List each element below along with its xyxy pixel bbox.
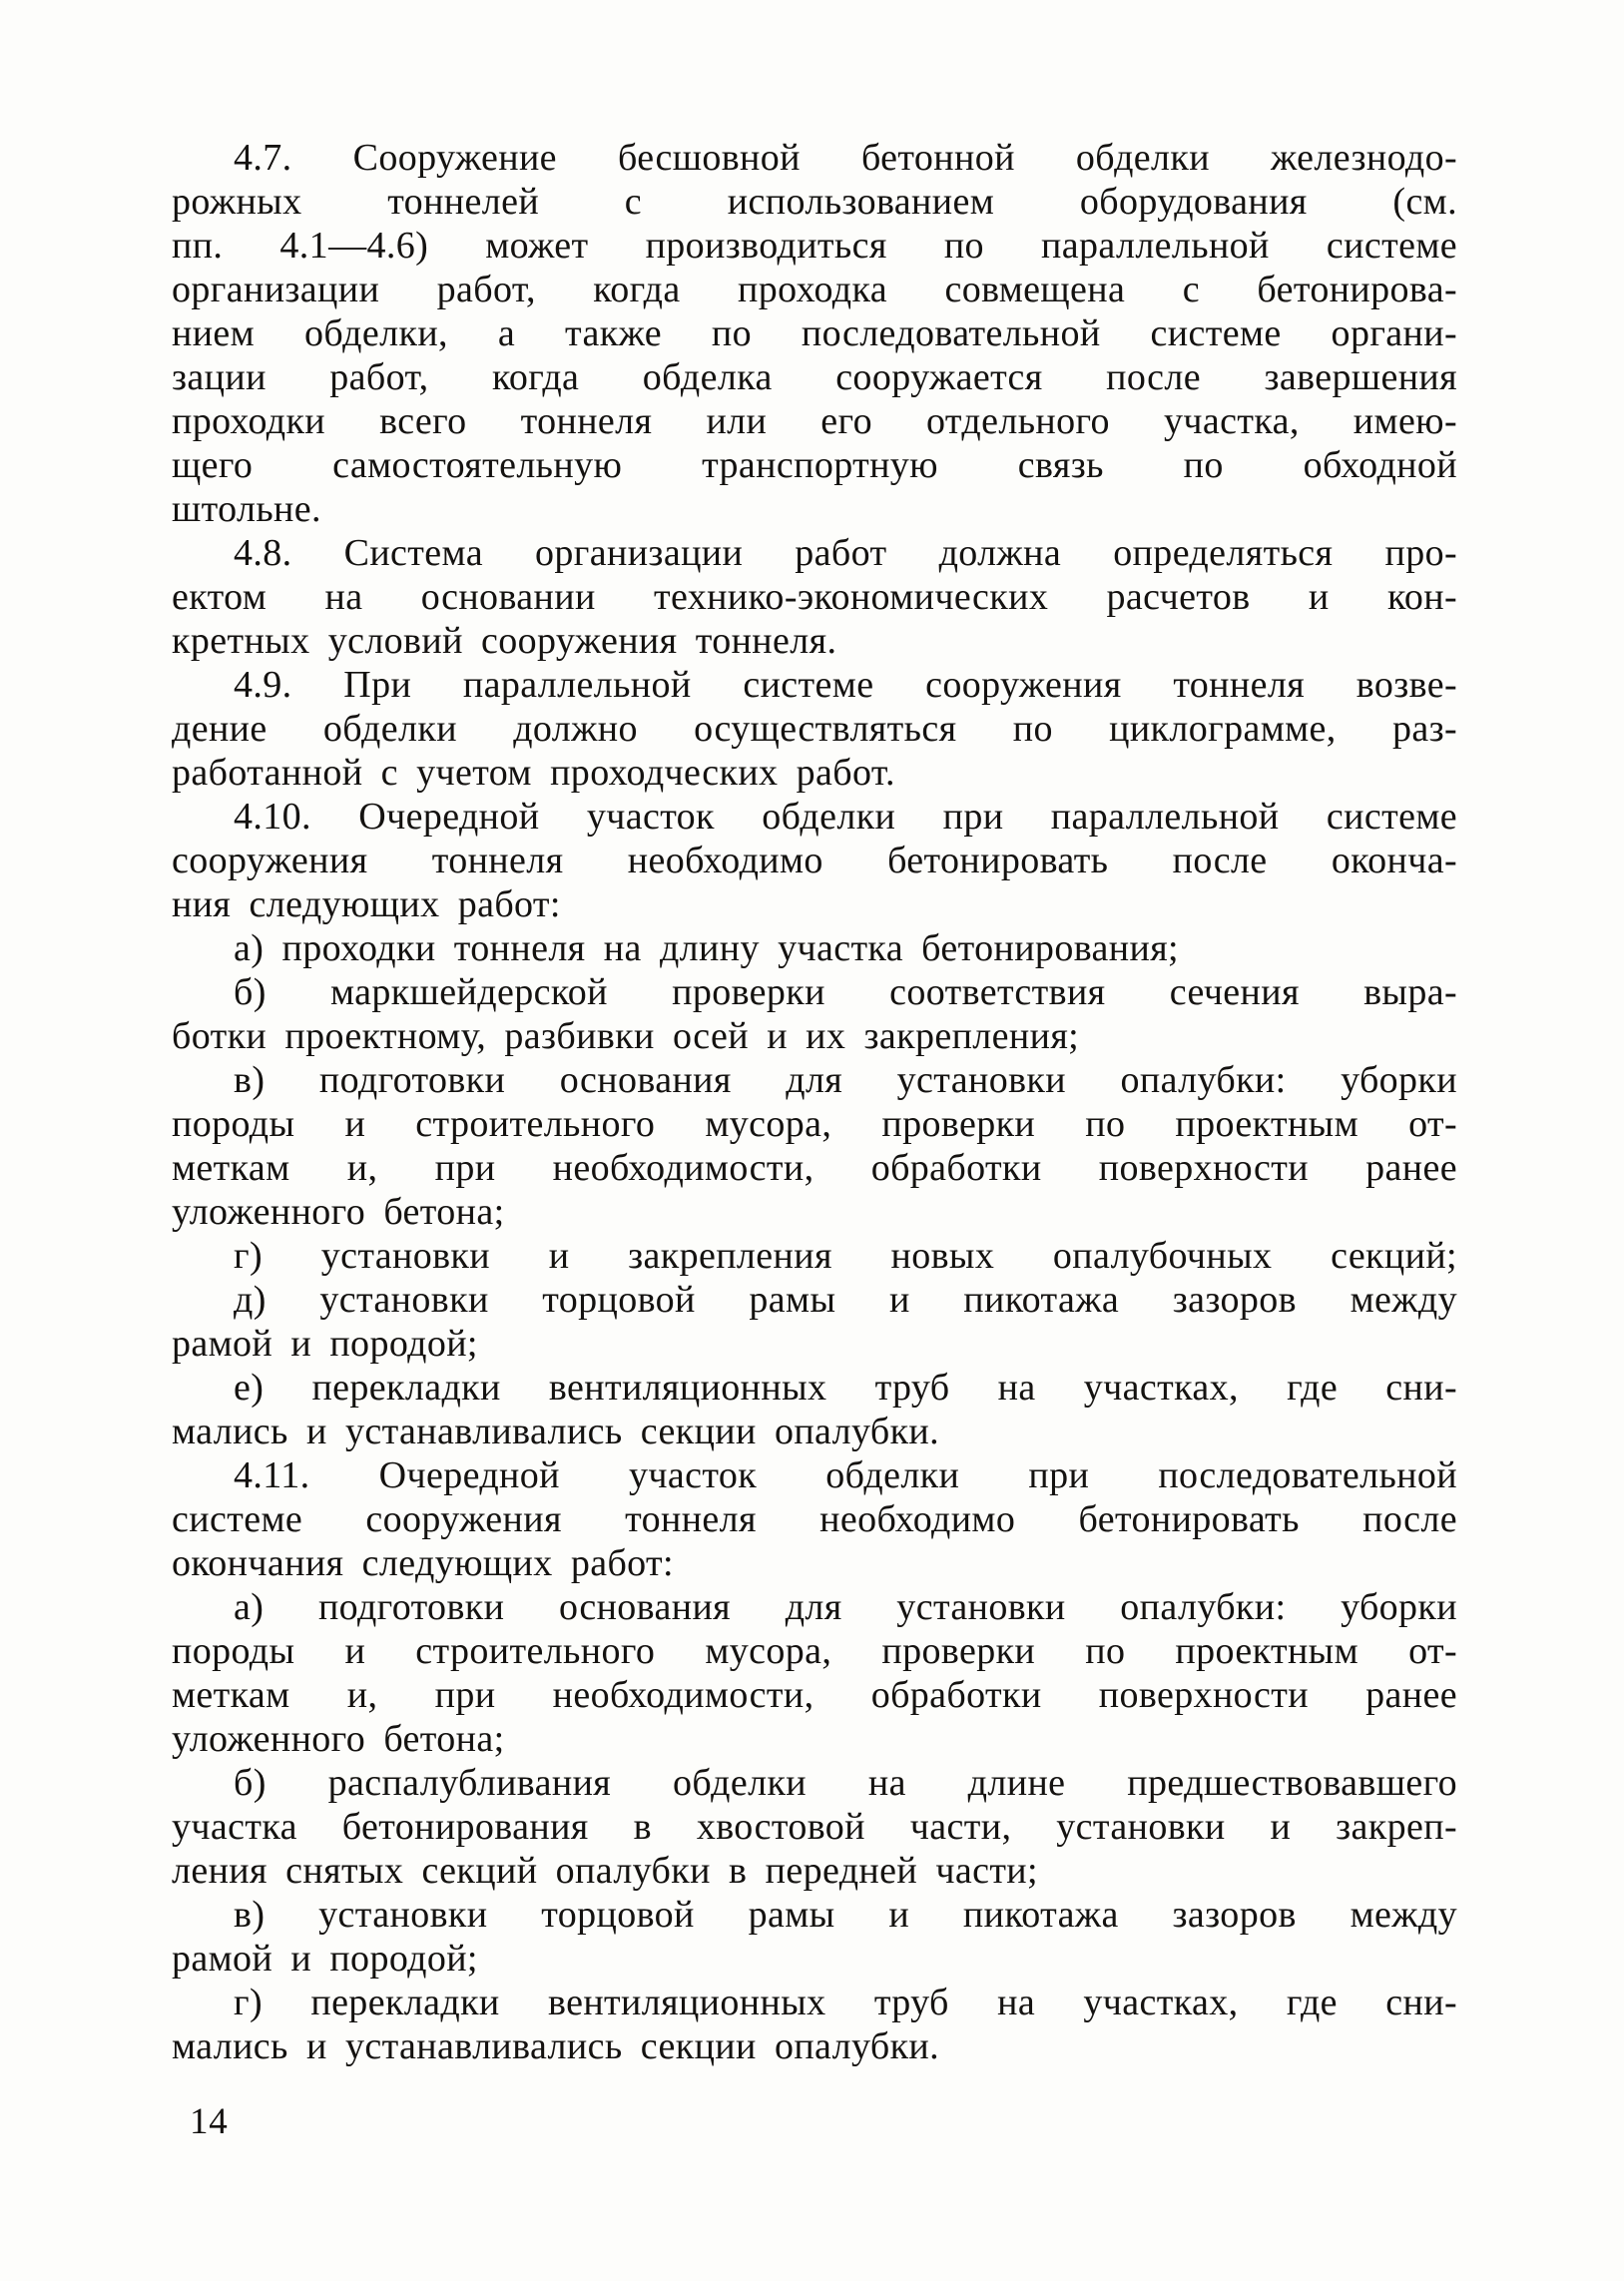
text-line: участка бетонирования в хвостовой части, установки и закреп- (172, 1806, 1457, 1848)
paragraph-item-4-10-d (172, 1278, 1457, 1366)
text-line: мались и устанавливались секции опалубки. (172, 1411, 940, 1452)
text-block (172, 136, 1457, 2068)
text-line: е) перекладки вентиляционных труб на участках, где сни- (234, 1367, 1457, 1409)
text-line: 4.8. Система организации работ должна определяться про- (234, 532, 1457, 574)
paragraph-clause-4-10 (172, 795, 1457, 926)
paragraph-item-4-10-v (172, 1058, 1457, 1234)
text-line: уложенного бетона; (172, 1718, 505, 1760)
text-line: меткам и, при необходимости, обработки поверхности ранее (172, 1674, 1457, 1716)
text-line: а) подготовки основания для установки опалубки: уборки (234, 1586, 1457, 1628)
text-line: д) установки торцовой рамы и пикотажа зазоров между (234, 1279, 1457, 1321)
paragraph-item-4-11-a (172, 1585, 1457, 1761)
paragraph-item-4-11-b (172, 1761, 1457, 1893)
text-line: меткам и, при необходимости, обработки поверхности ранее (172, 1147, 1457, 1189)
text-line: проходки всего тоннеля или его отдельного участка, имею- (172, 400, 1457, 442)
paragraph-item-4-10-a (172, 926, 1457, 970)
text-line: 4.11. Очередной участок обделки при последовательной (234, 1454, 1457, 1496)
text-line: а) проходки тоннеля на длину участка бетонирования; (234, 927, 1179, 969)
text-line: б) распалубливания обделки на длине предшествовавшего (234, 1762, 1457, 1804)
text-line: пп. 4.1—4.6) может производиться по параллельной системе (172, 225, 1457, 267)
text-line: породы и строительного мусора, проверки по проектным от- (172, 1103, 1457, 1145)
text-line: щего самостоятельную транспортную связь по обходной (172, 444, 1457, 486)
text-line: сооружения тоннеля необходимо бетонировать после оконча- (172, 840, 1457, 881)
page-number: 14 (190, 2101, 229, 2142)
text-line: 4.7. Сооружение бесшовной бетонной обделки железнодо- (234, 137, 1457, 179)
text-line: рамой и породой; (172, 1323, 478, 1365)
text-line: нием обделки, а также по последовательной системе органи- (172, 312, 1457, 354)
paragraph-clause-4-7 (172, 136, 1457, 531)
text-line: рамой и породой; (172, 1938, 478, 1980)
paragraph-item-4-10-e (172, 1366, 1457, 1453)
text-line: ления снятых секций опалубки в передней части; (172, 1850, 1038, 1892)
text-line: 4.10. Очередной участок обделки при параллельной системе (234, 796, 1457, 838)
paragraph-clause-4-8 (172, 531, 1457, 663)
text-line: 4.9. При параллельной системе сооружения тоннеля возве- (234, 664, 1457, 706)
text-line: кретных условий сооружения тоннеля. (172, 620, 837, 662)
text-line: дение обделки должно осуществляться по циклограмме, раз- (172, 708, 1457, 750)
text-line: ектом на основании технико-экономических расчетов и кон- (172, 576, 1457, 618)
text-line: породы и строительного мусора, проверки по проектным от- (172, 1630, 1457, 1672)
text-line: уложенного бетона; (172, 1191, 505, 1233)
text-line: организации работ, когда проходка совмещена с бетонирова- (172, 269, 1457, 310)
paragraph-clause-4-11 (172, 1453, 1457, 1585)
text-line: окончания следующих работ: (172, 1542, 674, 1584)
text-line: в) установки торцовой рамы и пикотажа зазоров между (234, 1894, 1457, 1936)
text-line: зации работ, когда обделка сооружается после завершения (172, 356, 1457, 398)
text-line: рожных тоннелей с использованием оборудования (см. (172, 181, 1457, 223)
text-line: г) установки и закрепления новых опалубочных секций; (234, 1235, 1457, 1277)
text-line: ния следующих работ: (172, 883, 561, 925)
text-line: мались и устанавливались секции опалубки. (172, 2025, 940, 2067)
paragraph-item-4-10-g (172, 1234, 1457, 1278)
text-line: в) подготовки основания для установки опалубки: уборки (234, 1059, 1457, 1101)
paragraph-item-4-11-v (172, 1893, 1457, 1981)
text-line: системе сооружения тоннеля необходимо бетонировать после (172, 1498, 1457, 1540)
paragraph-item-4-10-b (172, 970, 1457, 1058)
text-line: штольне. (172, 488, 321, 530)
text-line: б) маркшейдерской проверки соответствия сечения выра- (234, 971, 1457, 1013)
text-line: ботки проектному, разбивки осей и их закрепления; (172, 1015, 1080, 1057)
paragraph-clause-4-9 (172, 663, 1457, 795)
text-line: работанной с учетом проходческих работ. (172, 752, 895, 794)
text-line: г) перекладки вентиляционных труб на участках, где сни- (234, 1982, 1457, 2023)
paragraph-item-4-11-g (172, 1981, 1457, 2068)
